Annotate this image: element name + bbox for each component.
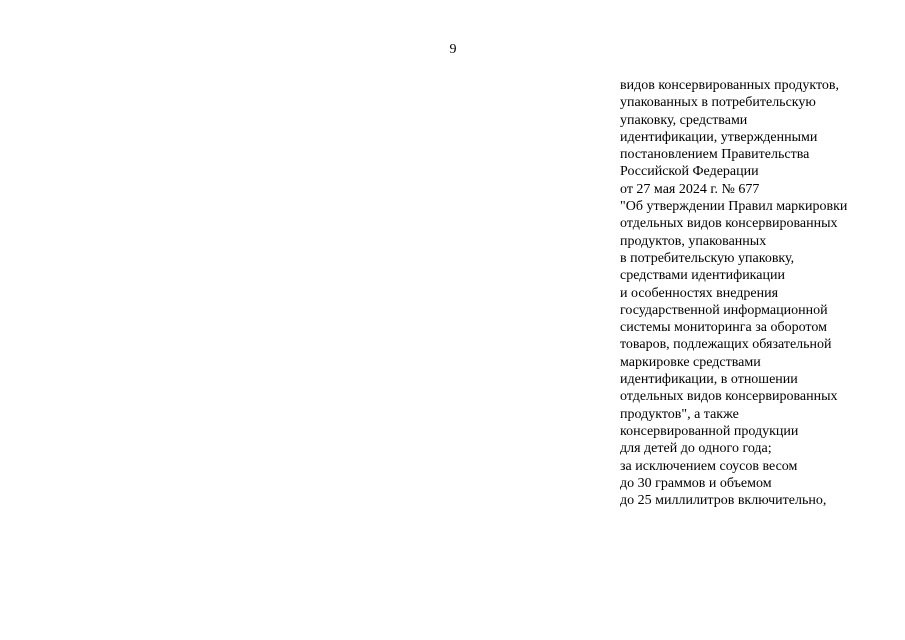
text-line: для детей до одного года; — [620, 441, 772, 457]
text-line: консервированной продукции — [620, 423, 799, 439]
text-line: государственной информационной — [620, 302, 828, 318]
text-line: Российской Федерации — [620, 164, 759, 180]
text-line: до 25 миллилитров включительно, — [620, 493, 827, 509]
text-line: в потребительскую упаковку, — [620, 250, 795, 266]
text-line: "Об утверждении Правил маркировки — [620, 199, 848, 215]
text-line: постановлением Правительства — [620, 147, 810, 163]
text-line: отдельных видов консервированных — [620, 389, 838, 405]
text-line: идентификации, утвержденными — [620, 129, 818, 145]
text-line: за исключением соусов весом — [620, 458, 798, 474]
text-line: средствами идентификации — [620, 268, 785, 284]
text-line: отдельных видов консервированных — [620, 216, 838, 232]
text-line: идентификации, в отношении — [620, 372, 798, 388]
text-line: упакованных в потребительскую — [620, 95, 816, 111]
text-line: продуктов", а также — [620, 406, 739, 422]
text-line: и особенностях внедрения — [620, 285, 779, 301]
text-line: маркировке средствами — [620, 354, 761, 370]
body-text-block — [620, 77, 900, 509]
page-number: 9 — [449, 42, 457, 57]
text-line: видов консервированных продуктов, — [620, 78, 840, 93]
text-line: от 27 мая 2024 г. № 677 — [620, 181, 760, 197]
text-line: упаковку, средствами — [620, 112, 748, 128]
text-line: продуктов, упакованных — [620, 233, 767, 249]
text-line: до 30 граммов и объемом — [620, 475, 772, 491]
text-line: системы мониторинга за оборотом — [620, 320, 827, 336]
text-line: товаров, подлежащих обязательной — [620, 337, 832, 353]
